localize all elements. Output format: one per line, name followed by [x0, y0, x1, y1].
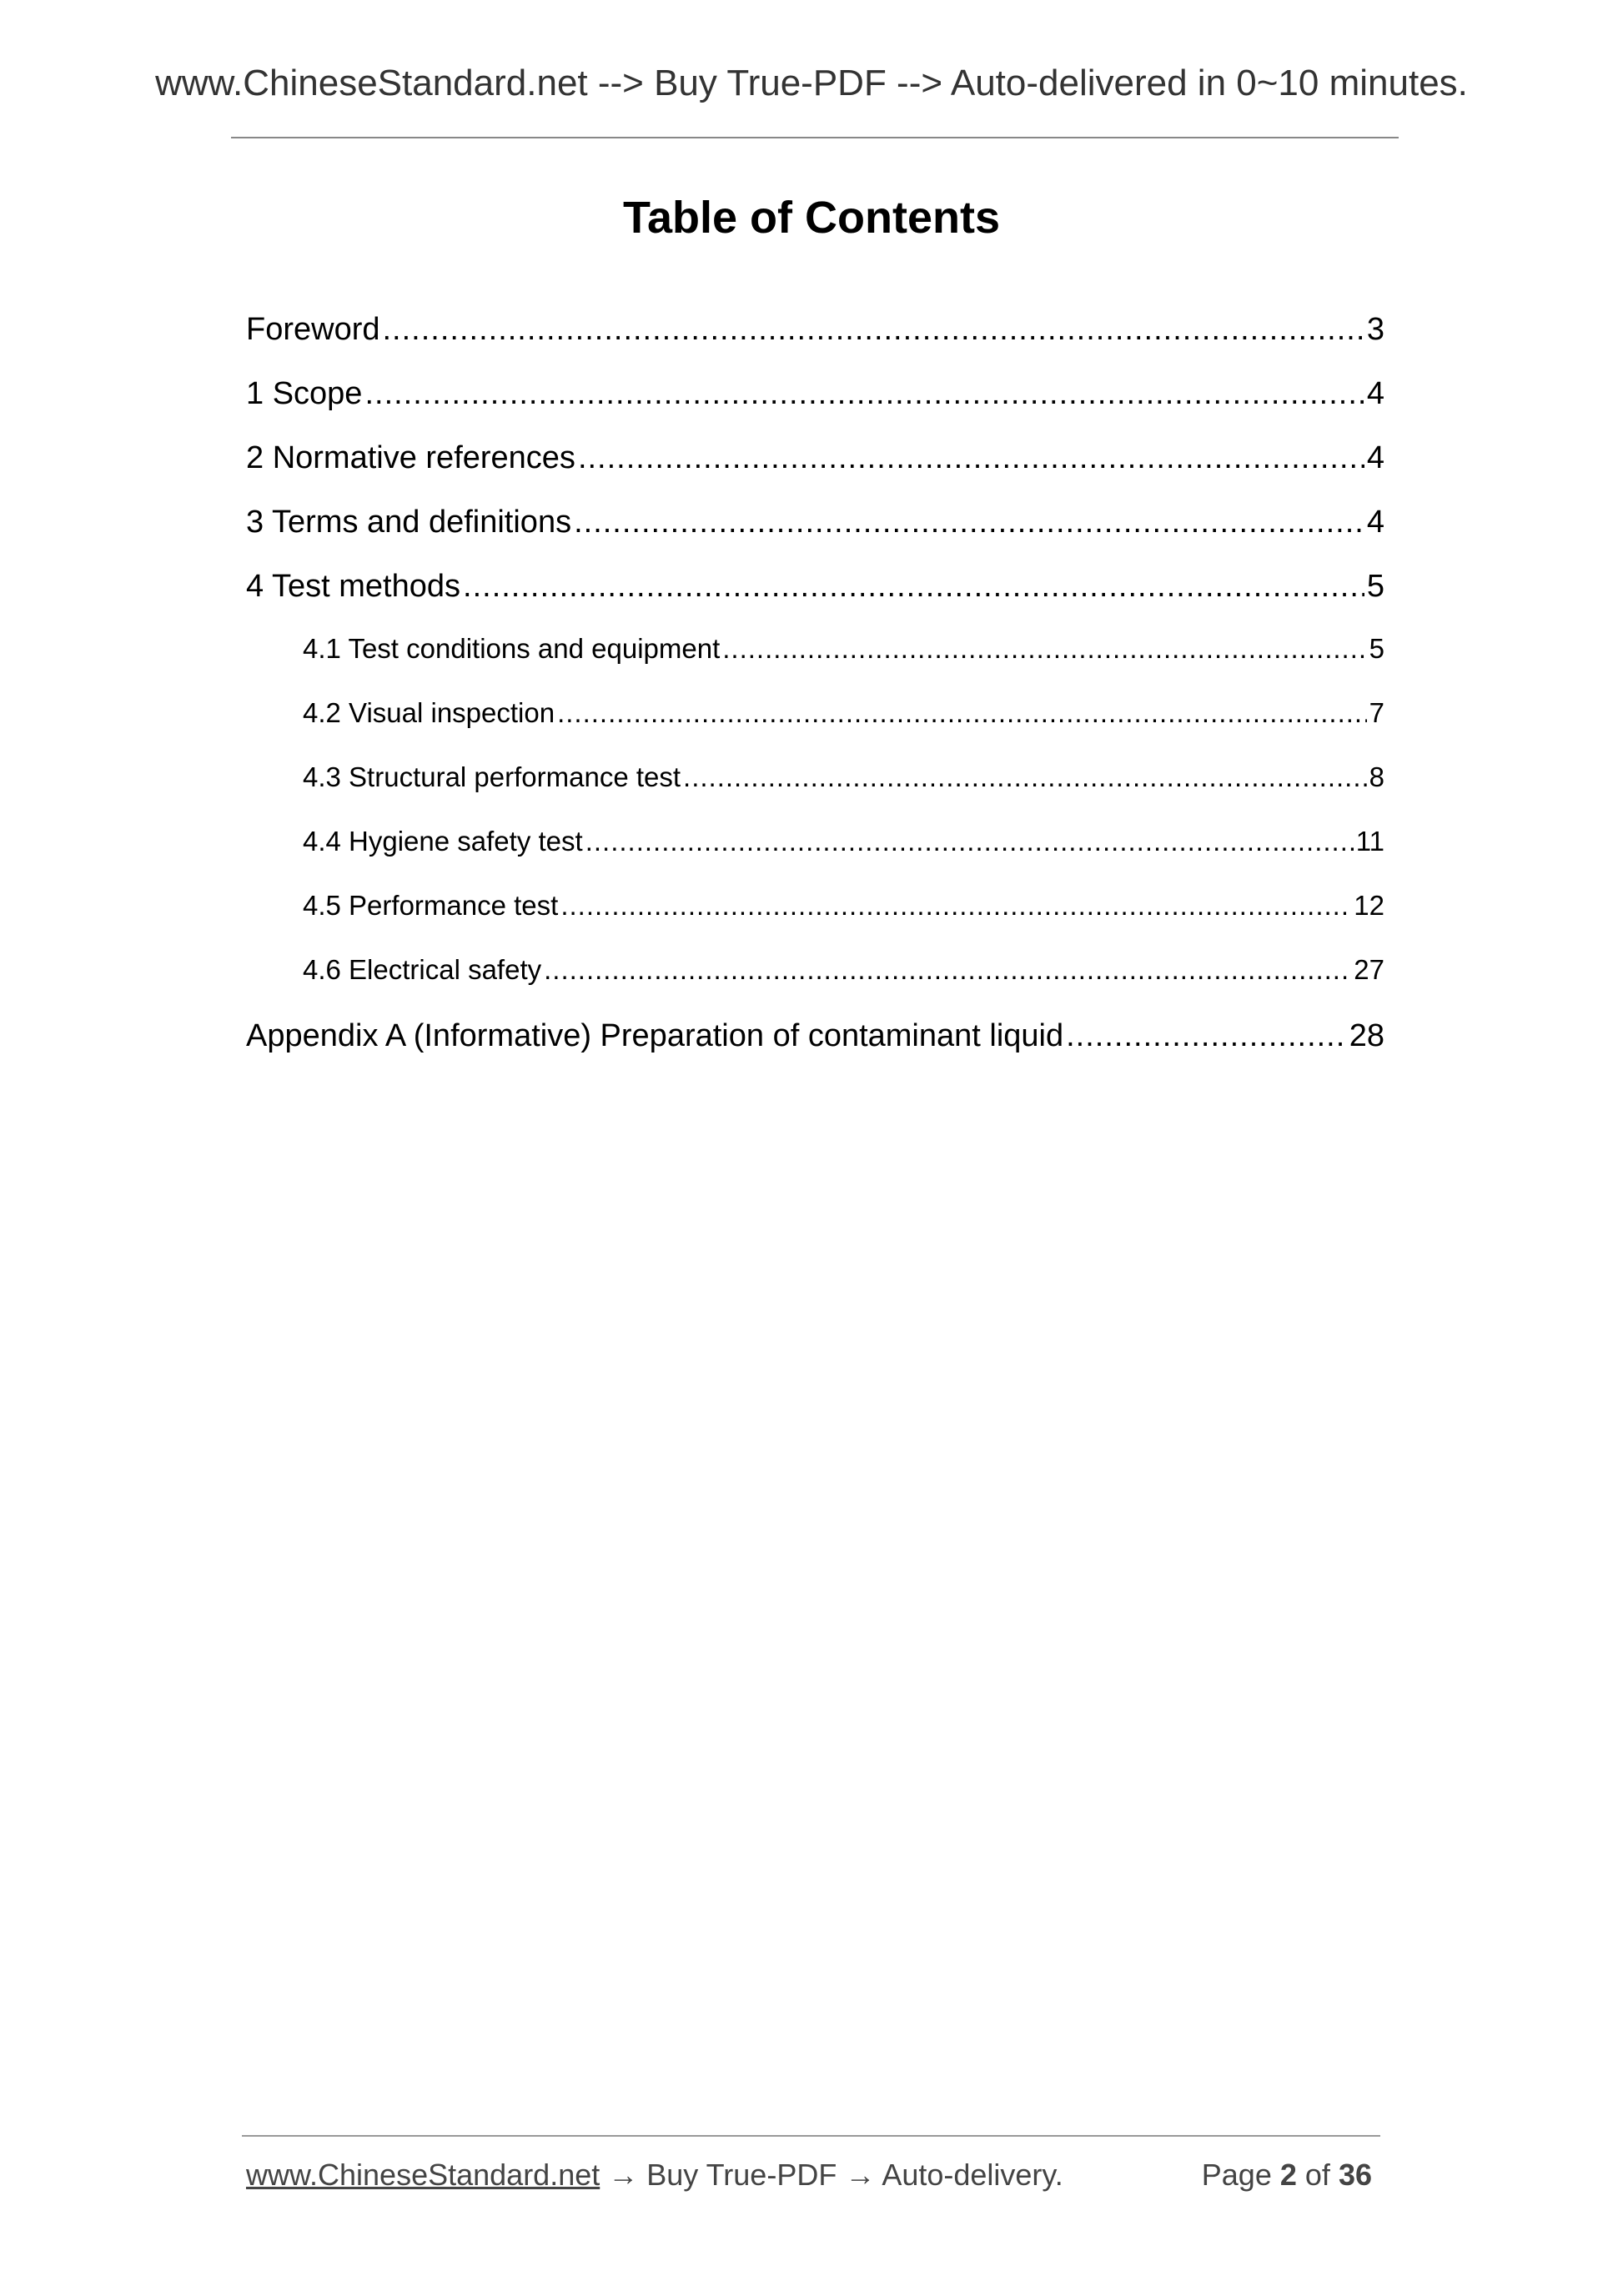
- dot-leader: [463, 569, 1364, 605]
- footer-divider: [242, 2135, 1380, 2137]
- footer-delivery-text: → Buy True-PDF → Auto-delivery.: [600, 2158, 1063, 2192]
- toc-entry-page: 4: [1366, 505, 1384, 540]
- page-word: Page: [1201, 2158, 1272, 2192]
- toc-entry-label: Foreword: [246, 312, 380, 347]
- toc-subentry[interactable]: [246, 633, 1384, 697]
- toc-entry-page: 4: [1366, 440, 1384, 475]
- toc-entry-page: 12: [1354, 890, 1384, 921]
- toc-subentry[interactable]: [246, 890, 1384, 954]
- toc-entry-page: 11: [1355, 826, 1384, 857]
- toc-entry-label: 3 Terms and definitions: [246, 505, 572, 540]
- toc-entry-label: 4.2 Visual inspection: [303, 697, 555, 728]
- toc-entry[interactable]: [246, 312, 1384, 376]
- dot-leader: [383, 312, 1364, 348]
- toc-entry-label: 2 Normative references: [246, 440, 575, 475]
- toc-entry-label: 4.1 Test conditions and equipment: [303, 633, 721, 664]
- dot-leader: [1066, 1018, 1347, 1054]
- dot-leader: [722, 633, 1366, 665]
- toc-entry-page: 7: [1369, 697, 1384, 728]
- toc-entry-page: 5: [1366, 569, 1384, 604]
- header-banner: www.ChineseStandard.net --> Buy True-PDF --> Auto-delivered in 0~10 minutes.: [155, 63, 1468, 103]
- toc-subentry[interactable]: [246, 761, 1384, 826]
- toc-entry[interactable]: [246, 440, 1384, 505]
- toc-entry-page: 3: [1366, 312, 1384, 347]
- dot-leader: [560, 890, 1351, 922]
- toc-entry[interactable]: [246, 505, 1384, 569]
- total-pages: 36: [1338, 2158, 1372, 2192]
- toc-entry-page: 28: [1349, 1018, 1384, 1053]
- toc-entry-label: Appendix A (Informative) Preparation of contaminant liquid: [246, 1018, 1064, 1053]
- dot-leader: [578, 440, 1364, 476]
- toc-entry[interactable]: [246, 376, 1384, 440]
- page-footer: [246, 2160, 1380, 2202]
- toc-entry-label: 4.4 Hygiene safety test: [303, 826, 583, 857]
- toc-entry-label: 4.5 Performance test: [303, 890, 559, 921]
- toc-entry[interactable]: [246, 1018, 1384, 1083]
- of-word: of: [1304, 2158, 1330, 2192]
- dot-leader: [544, 954, 1351, 986]
- dot-leader: [683, 761, 1367, 793]
- header-divider: [231, 137, 1399, 138]
- dot-leader: [557, 697, 1367, 729]
- toc-entry-page: 27: [1354, 954, 1384, 985]
- toc-title: Table of Contents: [623, 193, 1000, 243]
- toc-subentry[interactable]: [246, 954, 1384, 1018]
- footer-delivery-note: [246, 2160, 1063, 2190]
- footer-site-link[interactable]: www.ChineseStandard.net: [246, 2158, 600, 2192]
- toc-entry-label: 4.3 Structural performance test: [303, 761, 681, 792]
- toc-subentry[interactable]: [246, 697, 1384, 761]
- toc-entry-page: 5: [1369, 633, 1384, 664]
- toc-entry-page: 8: [1369, 761, 1384, 792]
- toc-entry-label: 4 Test methods: [246, 569, 461, 604]
- page-indicator: [1202, 2160, 1372, 2190]
- dot-leader: [574, 505, 1364, 540]
- toc-entry[interactable]: [246, 569, 1384, 633]
- page-number: 2: [1279, 2158, 1297, 2192]
- dot-leader: [364, 376, 1364, 412]
- toc-subentry[interactable]: [246, 826, 1384, 890]
- toc-entry-label: 1 Scope: [246, 376, 363, 411]
- toc-entry-label: 4.6 Electrical safety: [303, 954, 542, 985]
- toc-entry-page: 4: [1366, 376, 1384, 411]
- table-of-contents: [246, 312, 1384, 1083]
- dot-leader: [585, 826, 1354, 857]
